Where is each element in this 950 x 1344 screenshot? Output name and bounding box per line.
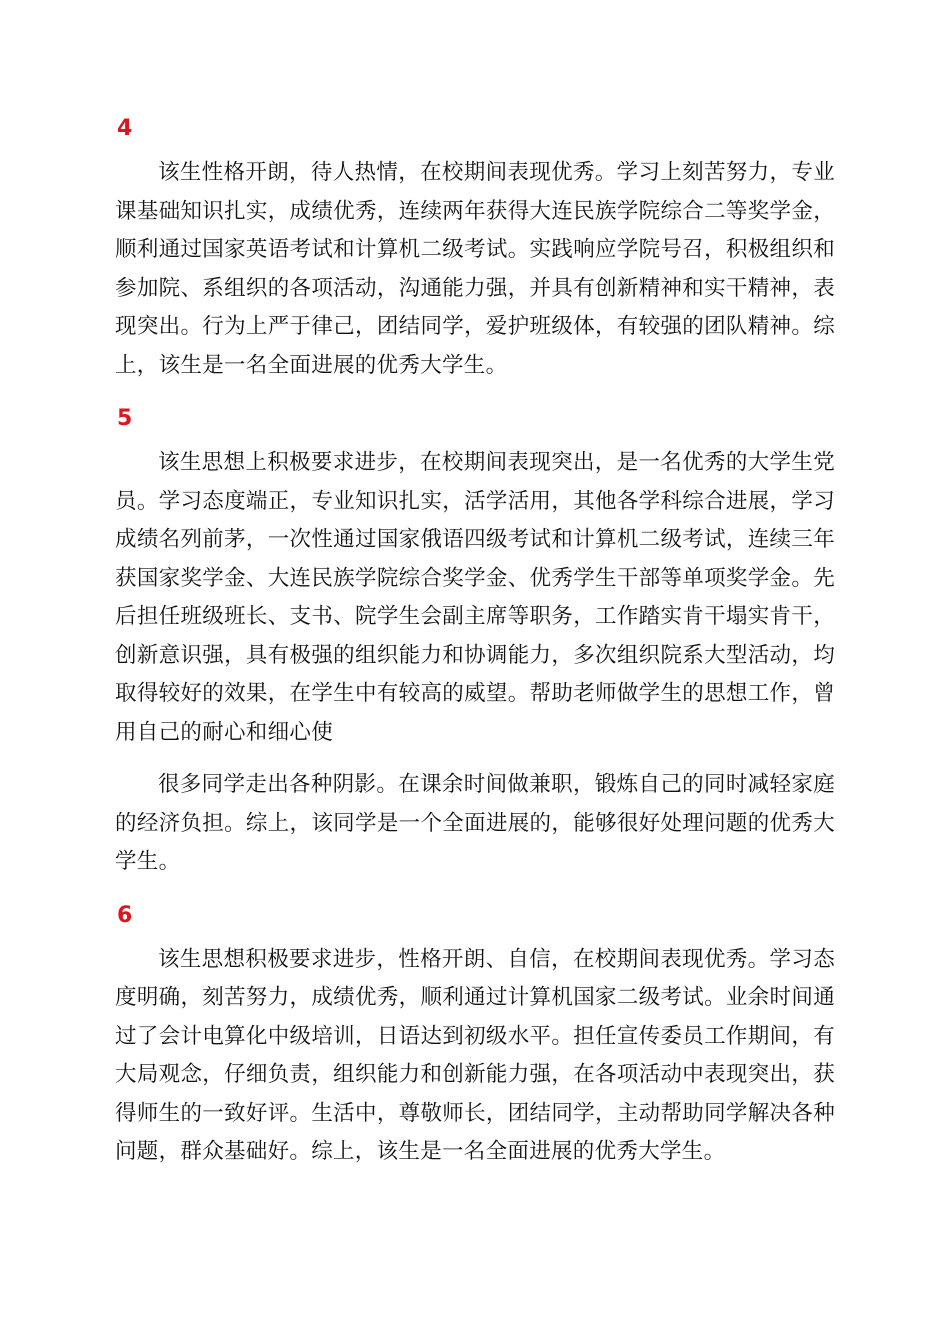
section-5: [115, 402, 835, 882]
section-paragraph: 该生性格开朗，待人热情，在校期间表现优秀。学习上刻苦努力，专业课基础知识扎实，成绩优秀，连续两年获得大连民族学院综合二等奖学金，顺利通过国家英语考试和计算机二级考试。实践响应学院号召，积极组织和参加院、系组织的各项活动，沟通能力强，并具有创新精神和实干精神，表现突出。行为上严于律己，团结同学，爱护班级体，有较强的团队精神。综上，该生是一名全面进展的优秀大学生。: [115, 160, 835, 378]
section-number: 4: [117, 116, 133, 141]
section-number: 6: [117, 902, 133, 928]
section-paragraph: 该生思想积极要求进步，性格开朗、自信，在校期间表现优秀。学习态度明确，刻苦努力，成绩优秀，顺利通过计算机国家二级考试。业余时间通过了会计电算化中级培训，日语达到初级水平。担任宣传委员工作期间，有大局观念，仔细负责，组织能力和创新能力强，在各项活动中表现突出，获得师生的一致好评。生活中，尊敬师长，团结同学，主动帮助同学解决各种问题，群众基础好。综上，该生是一名全面进展的优秀大学生。: [115, 946, 835, 1164]
section-number: 5: [117, 406, 133, 431]
section-paragraph: 很多同学走出各种阴影。在课余时间做兼职，锻炼自己的同时减轻家庭的经济负担。综上，该同学是一个全面进展的，能够很好处理问题的优秀大学生。: [115, 772, 835, 874]
document-page: [115, 112, 835, 1189]
section-6: [115, 899, 835, 1172]
section-4: [115, 112, 835, 385]
section-paragraph: 该生思想上积极要求进步，在校期间表现突出，是一名优秀的大学生党员。学习态度端正，专业知识扎实，活学活用，其他各学科综合进展，学习成绩名列前茅，一次性通过国家俄语四级考试和计算机二级考试，连续三年获国家奖学金、大连民族学院综合奖学金、优秀学生干部等单项奖学金。先后担任班级班长、支书、院学生会副主席等职务，工作踏实肯干塌实肯干，创新意识强，具有极强的组织能力和协调能力，多次组织院系大型活动，均取得较好的效果，在学生中有较高的威望。帮助老师做学生的思想工作，曾用自己的耐心和细心使: [115, 450, 835, 745]
